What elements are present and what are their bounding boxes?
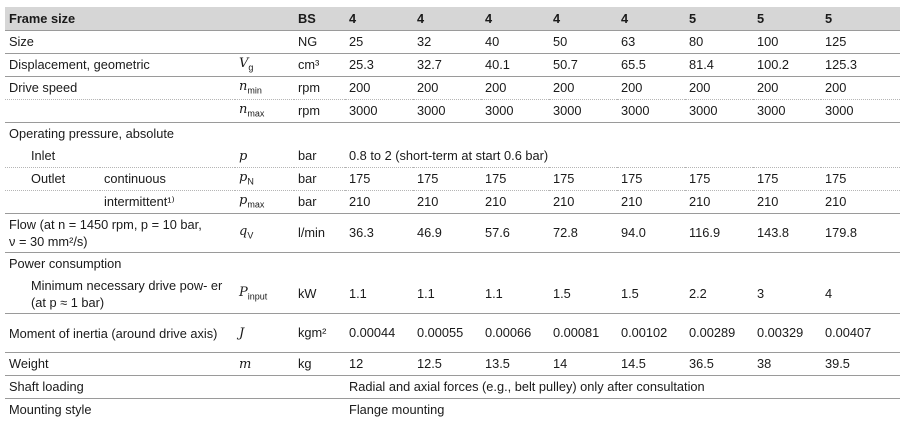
weight-value: 38 <box>753 353 821 376</box>
frame-size-value: 4 <box>617 7 685 31</box>
size-label: Size <box>9 34 34 49</box>
weight-value: 12.5 <box>413 353 481 376</box>
flow-row <box>5 214 900 253</box>
size-value: 80 <box>689 34 704 49</box>
inlet-label: Inlet <box>31 148 56 163</box>
size-value: 40 <box>485 34 500 49</box>
displacement-symbol: $V_g$ <box>235 54 294 77</box>
drive-speed-max-value: 3000 <box>481 100 549 123</box>
inertia-value: 0.00102 <box>617 314 685 353</box>
weight-value: 36.5 <box>685 353 753 376</box>
displacement-value: 125.3 <box>821 54 900 77</box>
intermittent-value: 210 <box>549 191 617 214</box>
power-value: 1.1 <box>417 286 435 301</box>
inlet-symbol: p <box>239 148 248 164</box>
drive-speed-max-unit: rpm <box>294 100 345 123</box>
drive-speed-label: Drive speed <box>5 77 235 100</box>
continuous-value: 175 <box>617 168 685 191</box>
intermittent-label: intermittent¹⁾ <box>100 191 235 214</box>
inlet-pressure-row <box>5 145 900 168</box>
moment-of-inertia-row <box>5 314 900 353</box>
drive-speed-max-value: 3000 <box>821 100 900 123</box>
inertia-symbol: J <box>235 314 294 353</box>
outlet-continuous-row <box>5 168 900 191</box>
frame-size-value: 5 <box>753 7 821 31</box>
weight-value: 14 <box>549 353 617 376</box>
flow-value: 36.3 <box>345 214 413 253</box>
drive-speed-min-row <box>5 77 900 100</box>
intermittent-symbol: $p_{max}$ <box>235 191 294 214</box>
displacement-label: Displacement, geometric <box>5 54 235 77</box>
displacement-value: 65.5 <box>617 54 685 77</box>
power-value: 1.5 <box>621 286 639 301</box>
drive-speed-min-value: 200 <box>617 77 685 100</box>
continuous-value: 175 <box>413 168 481 191</box>
continuous-value: 175 <box>549 168 617 191</box>
size-row <box>5 31 900 54</box>
power-input-symbol: $P_{input}$ <box>239 284 268 302</box>
weight-row <box>5 353 900 376</box>
size-value: 25 <box>349 34 364 49</box>
drive-speed-min-value: 200 <box>753 77 821 100</box>
drive-speed-max-row <box>5 100 900 123</box>
continuous-value: 175 <box>753 168 821 191</box>
weight-value: 39.5 <box>821 353 900 376</box>
displacement-value: 25.3 <box>345 54 413 77</box>
displacement-value: 50.7 <box>549 54 617 77</box>
intermittent-value: 210 <box>685 191 753 214</box>
intermittent-value: 210 <box>413 191 481 214</box>
outlet-intermittent-row <box>5 191 900 214</box>
technical-data-table <box>5 7 900 421</box>
inertia-value: 0.00066 <box>481 314 549 353</box>
continuous-value: 175 <box>481 168 549 191</box>
displacement-value: 81.4 <box>685 54 753 77</box>
drive-speed-min-symbol: $n_{min}$ <box>235 77 294 100</box>
drive-speed-max-value: 3000 <box>413 100 481 123</box>
inertia-unit: kgm² <box>294 314 345 353</box>
displacement-row <box>5 54 900 77</box>
inertia-value: 0.00055 <box>413 314 481 353</box>
intermittent-value: 210 <box>481 191 549 214</box>
power-value: 1.5 <box>553 286 571 301</box>
inlet-value: 0.8 to 2 (short-term at start 0.6 bar) <box>349 148 549 163</box>
moment-of-inertia-label: Moment of inertia (around drive axis) <box>5 314 235 353</box>
continuous-value: 175 <box>685 168 753 191</box>
mounting-style-value: Flange mounting <box>345 399 900 422</box>
drive-speed-max-value: 3000 <box>685 100 753 123</box>
mounting-style-row <box>5 399 900 422</box>
frame-size-value: 5 <box>685 7 753 31</box>
inertia-value: 0.00407 <box>821 314 900 353</box>
size-value: 63 <box>621 34 636 49</box>
flow-value: 94.0 <box>617 214 685 253</box>
power-consumption-label: Power consumption <box>5 253 900 276</box>
flow-value: 116.9 <box>685 214 753 253</box>
inertia-value: 0.00289 <box>685 314 753 353</box>
displacement-value: 32.7 <box>413 54 481 77</box>
displacement-value: 100.2 <box>753 54 821 77</box>
frame-size-value: 4 <box>549 7 617 31</box>
flow-value: 57.6 <box>481 214 549 253</box>
size-value: 50 <box>553 34 568 49</box>
operating-pressure-row <box>5 123 900 146</box>
outlet-label: Outlet <box>5 168 100 191</box>
inertia-value: 0.00044 <box>345 314 413 353</box>
size-value: 32 <box>417 34 432 49</box>
weight-unit: kg <box>294 353 345 376</box>
displacement-value: 40.1 <box>481 54 549 77</box>
power-value: 3 <box>757 286 765 301</box>
intermittent-value: 210 <box>753 191 821 214</box>
inertia-value: 0.00081 <box>549 314 617 353</box>
continuous-value: 175 <box>345 168 413 191</box>
drive-speed-max-symbol: $n_{max}$ <box>235 100 294 123</box>
flow-value: 46.9 <box>413 214 481 253</box>
weight-label: Weight <box>5 353 235 376</box>
drive-speed-min-value: 200 <box>685 77 753 100</box>
power-value: 2.2 <box>689 286 707 301</box>
intermittent-value: 210 <box>617 191 685 214</box>
weight-value: 13.5 <box>481 353 549 376</box>
continuous-value: 175 <box>821 168 900 191</box>
mounting-style-label: Mounting style <box>5 399 345 422</box>
flow-value: 179.8 <box>821 214 900 253</box>
intermittent-value: 210 <box>345 191 413 214</box>
drive-speed-max-value: 3000 <box>345 100 413 123</box>
weight-symbol: m <box>235 353 294 376</box>
frame-size-header-row <box>5 7 900 31</box>
shaft-loading-label: Shaft loading <box>5 376 345 399</box>
power-unit: kW <box>298 286 317 301</box>
shaft-loading-value: Radial and axial forces (e.g., belt pulley) only after consultation <box>345 376 900 399</box>
power-value: 1.1 <box>349 286 367 301</box>
displacement-unit: cm³ <box>294 54 345 77</box>
drive-speed-min-unit: rpm <box>294 77 345 100</box>
size-value: 125 <box>825 34 847 49</box>
min-drive-power-row <box>5 275 900 314</box>
drive-speed-max-value: 3000 <box>549 100 617 123</box>
continuous-symbol: $p_N$ <box>235 168 294 191</box>
drive-speed-min-value: 200 <box>345 77 413 100</box>
flow-unit: l/min <box>294 214 345 253</box>
frame-size-value: 4 <box>481 7 549 31</box>
weight-value: 12 <box>345 353 413 376</box>
inertia-value: 0.00329 <box>753 314 821 353</box>
drive-speed-max-value: 3000 <box>753 100 821 123</box>
drive-speed-min-value: 200 <box>821 77 900 100</box>
drive-speed-min-value: 200 <box>413 77 481 100</box>
intermittent-value: 210 <box>821 191 900 214</box>
frame-size-value: 4 <box>345 7 413 31</box>
flow-value: 72.8 <box>549 214 617 253</box>
intermittent-unit: bar <box>294 191 345 214</box>
drive-speed-max-value: 3000 <box>617 100 685 123</box>
flow-value: 143.8 <box>753 214 821 253</box>
size-value: 100 <box>757 34 779 49</box>
weight-value: 14.5 <box>617 353 685 376</box>
min-drive-power-label: Minimum necessary drive pow- er (at p ≈ 1 bar) <box>31 278 223 310</box>
power-value: 4 <box>825 286 833 301</box>
operating-pressure-label: Operating pressure, absolute <box>5 123 900 146</box>
power-consumption-row <box>5 253 900 276</box>
frame-size-label: Frame size <box>5 7 294 31</box>
inlet-unit: bar <box>298 148 317 163</box>
frame-size-value: 4 <box>413 7 481 31</box>
drive-speed-min-value: 200 <box>549 77 617 100</box>
frame-size-unit: BS <box>294 7 345 31</box>
power-value: 1.1 <box>485 286 503 301</box>
flow-symbol: $q_V$ <box>235 214 294 253</box>
shaft-loading-row <box>5 376 900 399</box>
continuous-label: continuous <box>100 168 235 191</box>
size-unit: NG <box>298 34 318 49</box>
continuous-unit: bar <box>294 168 345 191</box>
flow-label: Flow (at n = 1450 rpm, p = 10 bar, ν = 30 mm²/s) <box>5 214 235 253</box>
drive-speed-min-value: 200 <box>481 77 549 100</box>
frame-size-value: 5 <box>821 7 900 31</box>
